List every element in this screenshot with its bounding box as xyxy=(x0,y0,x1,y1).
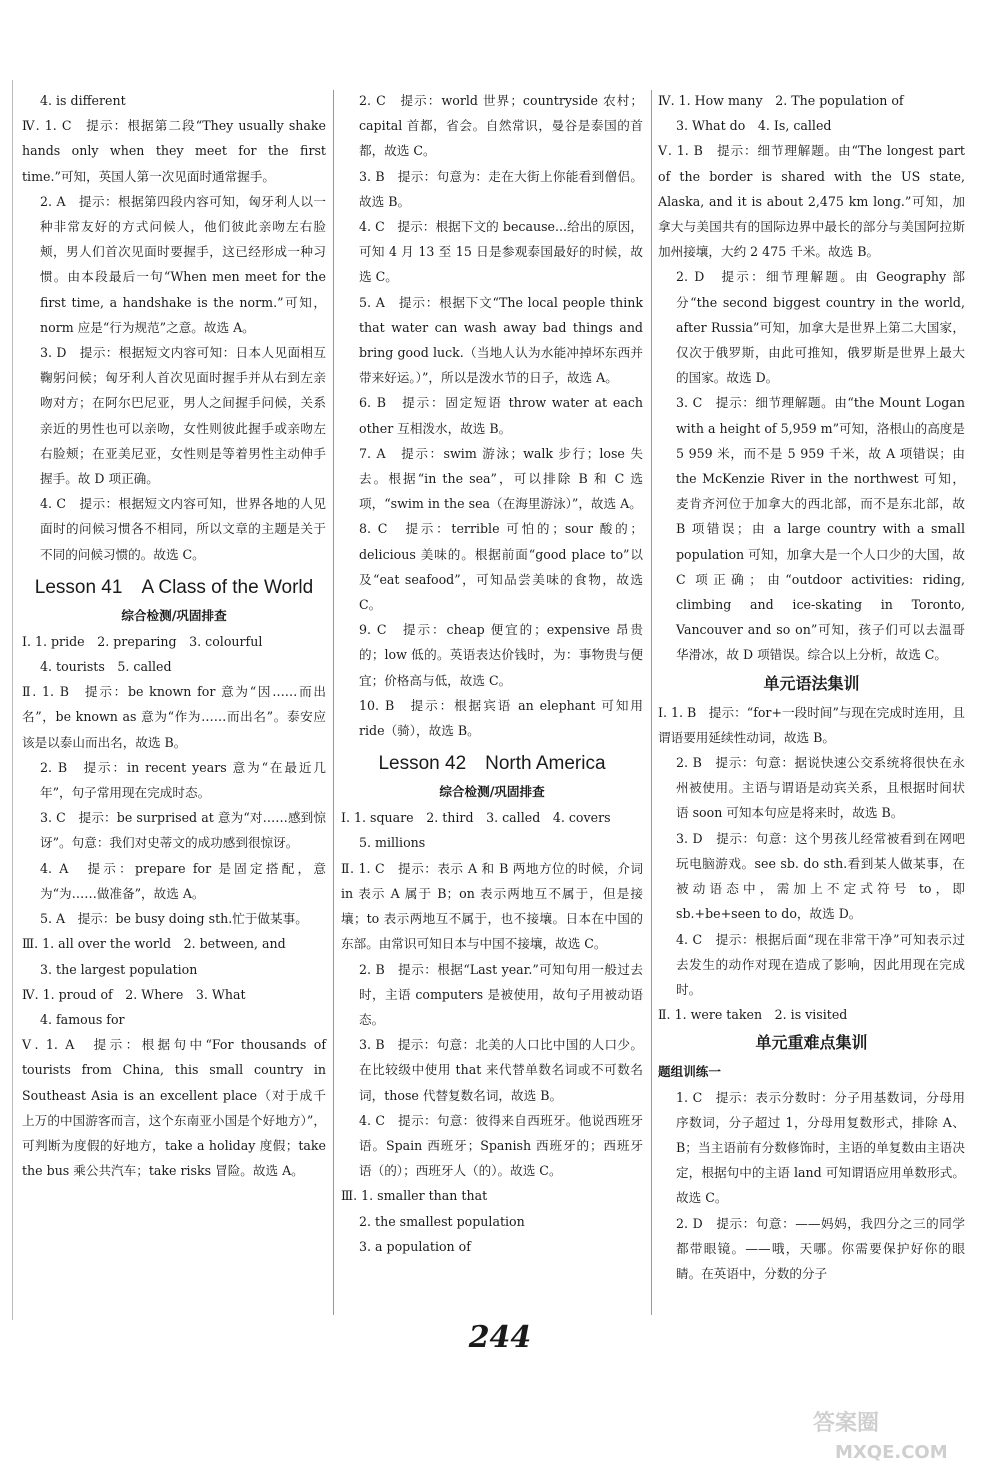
answer-line: 3. D 提示：根据短文内容可知：日本人见面相互鞠躬问候；匈牙利人首次见面时握手并从右到左亲吻对方；在阿尔巴尼亚，男人之间握手问候，关系亲近的男性也可以亲吻，女性则彼此握手或亲吻左右脸颊；在亚美尼亚，女性则是等着男性主动伸手握手。故 D 项正确。 xyxy=(40,345,326,487)
answer-line: Ⅱ. 1. C 提示：表示 A 和 B 两地方位的时候，介词 in 表示 A 属于 B；on 表示两地互不属于，但是接壤；to 表示两地互不属于，也不接壤。日本在中国的东部。由常识可知日本与中国不接壤，故选 C。 xyxy=(341,860,643,952)
answer-line: 1. C 提示：表示分数时：分子用基数词，分母用序数词，分子超过 1，分母用复数形式，排除 A、B；当主语前有分数修饰时，主语的单复数由主语决定，根据句中的主语 land 可知谓语应用单数形式。故选 C。 xyxy=(676,1089,965,1206)
answer-line: 2. B 提示：in recent years 意为“在最近几年”，句子常用现在完成时态。 xyxy=(40,759,326,801)
answer-line: 3. B 提示：句意：北美的人口比中国的人口少。在比较级中使用 that 来代替单数名词或不可数名词，those 代替复数名词，故选 B。 xyxy=(359,1037,643,1103)
answer-line: 4. C 提示：根据下文的 because...给出的原因，可知 4 月 13 至 15 日是参观泰国最好的时候，故选 C。 xyxy=(359,219,643,285)
column-divider xyxy=(651,90,652,1315)
watermark-logo xyxy=(805,1400,995,1465)
answer-line: 4. C 提示：根据短文内容可知，世界各地的人见面时的问候习惯各不相同，所以文章的主题是关于不同的问候习惯的。故选 C。 xyxy=(40,496,326,562)
answer-line: 2. B 提示：句意：据说快速公交系统将很快在永州被使用。主语与谓语是动宾关系，且根据时间状语 soon 可知本句应是将来时，故选 B。 xyxy=(676,755,965,821)
answer-line: 4. famous for xyxy=(40,1011,125,1027)
answer-line: 3. C 提示：be surprised at 意为“对……感到惊讶”。句意：我们对史蒂文的成功感到很惊讶。 xyxy=(40,810,326,851)
answer-line: 7. A 提示：swim 游泳；walk 步行；lose 失去。根据“in the sea”，可以排除 B 和 C 选项，“swim in the sea（在海里游泳）”，故选 A。 xyxy=(359,445,643,512)
answer-line: 2. D 提示：句意：——妈妈，我四分之三的同学都带眼镜。——哦，天哪。你需要保护好你的眼睛。在英语中，分数的分子 xyxy=(676,1215,965,1281)
answer-line: Ⅳ. 1. How many 2. The population of xyxy=(658,93,904,108)
section-heading: 单元语法集训 xyxy=(763,673,860,693)
answer-line: Ⅳ. 1. proud of 2. Where 3. What xyxy=(22,986,246,1002)
answer-line: 3. C 提示：细节理解题。由“the Mount Logan with a height of 5,959 m”可知，洛根山的高度是 5 959 米，而不是 5 959 千米，故 A 项错误；由 the McKenzie River in the northwest 可知，麦肯齐河位于加拿大的西北部，而不是东北部，故 B 项错误；由 a large country with a small population 可知，加拿大是一个人口少的大国，故 C 项正确；由“outdoor activities: riding, climbing and ice-skating in Toronto, Vancouver and so on”可知，孩子们可以去温哥华滑冰，故 D 项错误。综合以上分析，故选 C。 xyxy=(676,395,965,663)
answer-line: 5. millions xyxy=(359,835,426,851)
answer-line: 4. A 提示：prepare for 是固定搭配，意为“为……做准备”，故选 A。 xyxy=(40,860,326,901)
watermark-url: MXQE.COM xyxy=(835,1442,948,1463)
answer-line: Ⅰ. 1. pride 2. preparing 3. colourful xyxy=(22,633,263,649)
answer-line: 6. B 提示：固定短语 throw water at each other 互相泼水，故选 B。 xyxy=(359,395,643,436)
answer-line: 3. a population of xyxy=(359,1238,471,1254)
answer-line: 5. A 提示：be busy doing sth.忙于做某事。 xyxy=(40,911,308,927)
answer-line: 3. B 提示：句意为：走在大街上你能看到僧侣。故选 B。 xyxy=(359,168,643,209)
answer-line: Ⅲ. 1. all over the world 2. between, and xyxy=(22,936,286,952)
answer-line: 4. is different xyxy=(40,93,126,108)
subsection-heading: 综合检测/巩固排查 xyxy=(439,784,545,800)
binding-gutter xyxy=(0,80,13,1320)
column-left xyxy=(22,88,326,1183)
answer-line: 8. C 提示：terrible 可怕的；sour 酸的；delicious 美味的。根据前面“good place to”以及“eat seafood”，可知品尝美味的食物，故选 C。 xyxy=(359,521,643,613)
answer-line: Ⅱ. 1. B 提示：be known for 意为“因……而出名”，be known as 意为“作为……而出名”。泰安应该是以泰山而出名，故选 B。 xyxy=(22,684,326,750)
column-divider xyxy=(333,90,334,1315)
answer-line: Ⅴ. 1. A 提示：根据句中“For thousands of tourists from China, this small country in Southeast Asia is an excellent place（对于成千上万的中国游客而言，这个东南亚小国是个好地方）”，可判断为度假的好地方，take a holiday 度假；take the bus 乘公共汽车；take risks 冒险。故选 A。 xyxy=(22,1037,326,1179)
answer-line: 4. C 提示：句意：彼得来自西班牙。他说西班牙语。Spain 西班牙；Spanish 西班牙的；西班牙语（的）；西班牙人（的）。故选 C。 xyxy=(359,1112,643,1179)
answer-line: 9. C 提示：cheap 便宜的；expensive 昂贵的；low 低的。英语表达价钱时，为：事物贵与便宜；价格高与低，故选 C。 xyxy=(359,622,643,688)
answer-line: Ⅱ. 1. were taken 2. is visited xyxy=(658,1007,848,1023)
answer-line: 2. D 提示：细节理解题。由 Geography 部分“the second biggest country in the world, after Russia”可知，加拿大是世界上第二大国家，仅次于俄罗斯，由此可推知，俄罗斯是世界上最大的国家。故选 D。 xyxy=(676,269,965,386)
answer-line: Ⅲ. 1. smaller than that xyxy=(341,1188,488,1204)
answer-line: 3. What do 4. Is, called xyxy=(676,118,832,134)
column-middle xyxy=(341,88,643,1259)
answer-line: 10. B 提示：根据宾语 an elephant 可知用 ride（骑），故选 B。 xyxy=(359,697,643,739)
lesson-heading: Lesson 41 A Class of the World xyxy=(34,576,314,598)
page-number: 244 xyxy=(468,1320,532,1355)
answer-line: Ⅳ. 1. C 提示：根据第二段“They usually shake hands only when they meet for the first time.”可知，英国人第一次见面时通常握手。 xyxy=(22,118,326,184)
answer-line: Ⅴ. 1. B 提示：细节理解题。由“The longest part of the border is shared with the US state, Alaska, and it is about 2,475 km long.”可知，加拿大与美国共有的国际边界中最长的部分与美国阿拉斯加州接壤，大约 2 475 千米。故选 B。 xyxy=(658,143,965,260)
answer-line: 2. C 提示：world 世界；countryside 农村；capital 首都，省会。自然常识，曼谷是泰国的首都，故选 C。 xyxy=(359,93,643,159)
answer-line: 5. A 提示：根据下文“The local people think that water can wash away bad things and bring good luck.（当地人认为水能冲掉坏东西并带来好运。）”，所以是泼水节的日子，故选 A。 xyxy=(359,294,643,386)
answer-line: 3. D 提示：句意：这个男孩儿经常被看到在网吧玩电脑游戏。see sb. do sth.看到某人做某事，在被动语态中，需加上不定式符号 to，即 sb.+be+seen to do，故选 D。 xyxy=(676,830,965,922)
answer-line: Ⅰ. 1. B 提示：“for+一段时间”与现在完成时连用，且谓语要用延续性动词，故选 B。 xyxy=(658,704,965,745)
answer-line: 2. the smallest population xyxy=(359,1213,525,1229)
answer-line: 4. tourists 5. called xyxy=(40,659,172,675)
watermark-logo-text: 答案圈 xyxy=(813,1411,880,1436)
answer-line: 3. the largest population xyxy=(40,961,198,977)
subsection-heading: 综合检测/巩固排查 xyxy=(121,607,227,623)
answer-line: 2. B 提示：根据“Last year.”可知句用一般过去时，主语 computers 是被使用，故句子用被动语态。 xyxy=(359,961,643,1027)
lesson-heading: Lesson 42 North America xyxy=(378,753,606,775)
answer-line: Ⅰ. 1. square 2. third 3. called 4. covers xyxy=(341,810,611,826)
group-heading: 题组训练一 xyxy=(658,1064,721,1080)
column-right xyxy=(658,88,965,1286)
answer-line: 4. C 提示：根据后面“现在非常干净”可知表示过去发生的动作对现在造成了影响，因此用现在完成时。 xyxy=(676,931,965,997)
section-heading: 单元重难点集训 xyxy=(755,1033,868,1053)
answer-line: 2. A 提示：根据第四段内容可知，匈牙利人以一种非常友好的方式问候人，他们彼此亲吻左右脸颊，男人们首次见面时要握手，这已经形成一种习惯。由本段最后一句“When men meet for the first time, a handshake is the norm.”可知，norm 应是“行为规范”之意。故选 A。 xyxy=(40,193,326,335)
